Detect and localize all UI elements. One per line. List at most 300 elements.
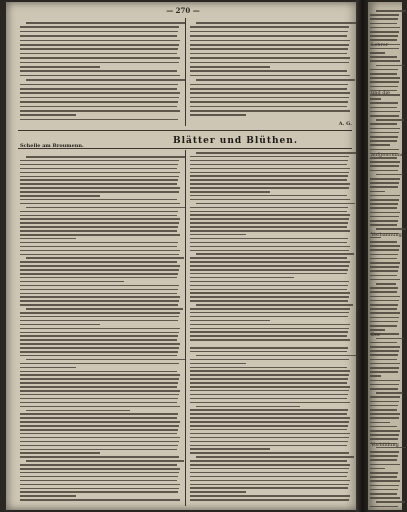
text-line: [20, 320, 178, 322]
text-line: [370, 270, 398, 272]
text-line: [370, 35, 398, 37]
text-line: [370, 359, 397, 361]
text-line: [370, 409, 397, 411]
text-line: [370, 203, 398, 205]
text-line: [190, 92, 350, 94]
text-line: [370, 300, 399, 302]
text-line: [190, 40, 350, 42]
text-line: [20, 480, 177, 482]
text-line: [370, 56, 397, 58]
text-line: [190, 320, 270, 322]
text-line: [26, 79, 185, 81]
text-line: [20, 183, 177, 185]
text-line: [20, 195, 100, 197]
text-line: [20, 300, 179, 302]
text-line: [26, 308, 183, 310]
text-line: [20, 374, 180, 376]
text-line: [370, 384, 399, 386]
page-number: — 270 —: [166, 6, 200, 15]
text-line: [190, 339, 350, 341]
text-line: [370, 212, 400, 214]
text-line: [190, 175, 348, 177]
text-line: [20, 402, 177, 404]
text-line: [20, 92, 180, 94]
left-page: [6, 2, 360, 510]
text-line: [20, 35, 177, 37]
text-line: [370, 354, 398, 356]
text-line: [370, 123, 397, 125]
text-line: [190, 195, 347, 197]
text-line: [20, 289, 178, 291]
text-line: [370, 317, 399, 319]
text-line: [370, 69, 398, 71]
text-line: [20, 445, 178, 447]
text-line: [370, 350, 399, 352]
text-line: [20, 484, 180, 486]
text-line: [190, 257, 347, 259]
text-line: [370, 81, 399, 83]
text-line: [190, 160, 348, 162]
text-line: [20, 172, 180, 174]
article-title: Schelle am Broumenn.: [20, 143, 84, 149]
text-line: [370, 480, 400, 482]
text-line: [20, 398, 178, 400]
text-line: [190, 296, 349, 298]
text-line: [20, 44, 179, 46]
text-line: [370, 170, 398, 172]
text-line: [196, 406, 300, 408]
text-line: [190, 351, 347, 353]
right-page-text: [370, 10, 402, 510]
text-line: [190, 359, 349, 361]
text-line: [190, 207, 348, 209]
text-line: [376, 228, 406, 230]
text-line: [26, 460, 184, 462]
text-line: [370, 371, 398, 373]
text-line: [190, 222, 348, 224]
text-line: [370, 451, 399, 453]
section-rule-top: [18, 130, 352, 131]
text-line: [20, 218, 180, 220]
text-line: [190, 292, 350, 294]
text-line: [20, 382, 178, 384]
text-line: [370, 476, 397, 478]
text-line: [370, 464, 400, 466]
text-line: [26, 156, 186, 158]
text-line: [370, 346, 400, 348]
text-line: [196, 203, 355, 205]
text-line: [190, 289, 347, 291]
text-line: [20, 114, 76, 116]
text-line: [20, 491, 178, 493]
text-line: [190, 491, 246, 493]
text-line: [370, 249, 399, 251]
text-line: [190, 460, 347, 462]
text-line: [20, 160, 179, 162]
text-line: [370, 497, 400, 499]
text-line: [20, 421, 180, 423]
text-line: [20, 110, 180, 112]
text-line: [20, 164, 178, 166]
text-line: [370, 434, 399, 436]
text-line: [370, 199, 399, 201]
edge-word: aufgenommen: [371, 152, 407, 158]
text-line: [190, 48, 348, 50]
text-line: [20, 40, 180, 42]
text-line: [370, 266, 399, 268]
text-line: [26, 207, 185, 209]
text-line: [20, 53, 177, 55]
edge-word: Vorbildung: [371, 442, 399, 448]
text-line: [26, 359, 186, 361]
text-line: [190, 398, 347, 400]
text-line: [20, 316, 179, 318]
text-line: [370, 262, 400, 264]
text-line: [370, 18, 398, 20]
text-line: [190, 437, 349, 439]
text-line: [26, 22, 186, 24]
text-line: [196, 79, 355, 81]
edge-word: und die: [371, 90, 390, 96]
text-line: [20, 499, 180, 501]
text-line: [20, 476, 178, 478]
text-line: [370, 455, 398, 457]
text-line: [370, 115, 399, 117]
text-line: [190, 312, 349, 314]
top-right-column-text: [190, 20, 350, 120]
text-line: [370, 329, 385, 331]
edge-word: Der: [371, 332, 381, 338]
text-line: [20, 226, 178, 228]
text-line: [190, 324, 350, 326]
text-line: [20, 285, 179, 287]
text-line: [190, 226, 347, 228]
text-line: [370, 438, 398, 440]
text-line: [20, 254, 179, 256]
bottom-right-column-text: [190, 150, 350, 504]
text-line: [20, 464, 177, 466]
text-line: [370, 275, 397, 277]
text-line: [20, 335, 178, 337]
column-divider-top: [185, 18, 186, 126]
text-line: [370, 14, 399, 16]
text-line: [370, 396, 400, 398]
text-line: [190, 394, 348, 396]
text-line: [370, 128, 400, 130]
text-line: [190, 495, 350, 497]
text-line: [20, 355, 177, 357]
text-line: [370, 136, 398, 138]
text-line: [370, 468, 385, 470]
text-line: [20, 222, 179, 224]
text-line: [190, 464, 350, 466]
text-line: [20, 472, 179, 474]
text-line: [20, 452, 100, 454]
text-line: [370, 161, 400, 163]
text-line: [190, 164, 347, 166]
text-line: [190, 367, 347, 369]
text-line: [370, 489, 398, 491]
text-line: [370, 241, 397, 243]
text-line: [370, 60, 400, 62]
text-line: [20, 119, 178, 121]
text-line: [20, 215, 177, 217]
text-line: [370, 220, 398, 222]
text-line: [370, 165, 399, 167]
edge-word: Verbannung: [371, 232, 402, 238]
text-line: [190, 246, 350, 248]
text-line: [370, 77, 400, 79]
text-line: [20, 234, 180, 236]
text-line: [20, 363, 179, 365]
text-line: [370, 287, 398, 289]
text-line: [190, 402, 350, 404]
text-line: [190, 316, 348, 318]
text-line: [20, 97, 179, 99]
text-line: [20, 351, 178, 353]
text-line: [20, 273, 178, 275]
text-line: [190, 62, 349, 64]
text-line: [190, 468, 349, 470]
text-line: [190, 382, 347, 384]
text-line: [20, 62, 179, 64]
text-line: [370, 312, 400, 314]
text-line: [370, 98, 381, 100]
right-page-edge: [368, 2, 407, 510]
text-line: [370, 182, 399, 184]
text-line: [376, 501, 405, 503]
text-line: [20, 371, 177, 373]
text-line: [20, 433, 177, 435]
text-line: [370, 342, 397, 344]
text-line: [190, 285, 348, 287]
text-line: [190, 413, 347, 415]
text-line: [20, 417, 177, 419]
bottom-left-column-text: [20, 150, 180, 504]
text-line: [190, 101, 348, 103]
text-line: [370, 195, 400, 197]
text-line: [370, 52, 385, 54]
text-line: [190, 445, 347, 447]
text-line: [370, 472, 398, 474]
text-line: [20, 339, 177, 341]
text-line: [190, 230, 350, 232]
text-line: [190, 421, 349, 423]
text-line: [20, 101, 178, 103]
text-line: [190, 328, 349, 330]
text-line: [370, 258, 397, 260]
text-line: [20, 84, 178, 86]
text-line: [190, 187, 349, 189]
text-line: [190, 35, 347, 37]
text-line: [20, 179, 178, 181]
article-signoff: A. G.: [338, 121, 352, 127]
text-line: [370, 401, 399, 403]
text-line: [190, 84, 348, 86]
text-line: [20, 367, 76, 369]
text-line: [20, 293, 177, 295]
text-line: [370, 48, 399, 50]
text-line: [190, 390, 349, 392]
text-line: [190, 476, 347, 478]
text-line: [190, 66, 270, 68]
text-line: [370, 304, 398, 306]
text-line: [20, 468, 180, 470]
text-line: [190, 281, 349, 283]
text-line: [20, 456, 179, 458]
text-line: [370, 321, 398, 323]
text-line: [20, 191, 179, 193]
text-line: [20, 495, 76, 497]
text-line: [20, 265, 180, 267]
text-line: [370, 178, 400, 180]
text-line: [190, 331, 348, 333]
text-line: [20, 242, 178, 244]
text-line: [20, 57, 180, 59]
text-line: [370, 149, 399, 151]
text-line: [370, 107, 397, 109]
text-line: [190, 452, 349, 454]
text-line: [26, 410, 130, 412]
text-line: [190, 273, 347, 275]
text-line: [190, 191, 270, 193]
text-line: [190, 88, 347, 90]
text-line: [20, 31, 178, 33]
text-line: [190, 487, 348, 489]
text-line: [190, 363, 246, 365]
text-line: [20, 211, 178, 213]
text-line: [196, 22, 356, 24]
text-line: [190, 110, 350, 112]
text-line: [190, 242, 347, 244]
text-line: [20, 203, 180, 205]
text-line: [190, 211, 347, 213]
text-line: [376, 10, 406, 12]
text-line: [20, 261, 177, 263]
text-line: [20, 343, 180, 345]
text-line: [190, 480, 350, 482]
text-line: [20, 230, 177, 232]
text-line: [370, 31, 399, 33]
text-line: [370, 191, 385, 193]
text-line: [190, 499, 349, 501]
text-line: [20, 332, 179, 334]
text-line: [20, 48, 178, 50]
text-line: [190, 441, 348, 443]
text-line: [370, 405, 398, 407]
text-line: [370, 132, 399, 134]
text-line: [20, 281, 124, 283]
text-line: [20, 26, 179, 28]
text-line: [20, 304, 178, 306]
text-line: [190, 265, 349, 267]
text-line: [20, 250, 180, 252]
text-line: [190, 183, 350, 185]
column-divider-bottom: [185, 150, 186, 506]
text-line: [20, 269, 179, 271]
text-line: [20, 168, 177, 170]
text-line: [370, 422, 390, 424]
text-line: [370, 216, 399, 218]
text-line: [196, 304, 353, 306]
text-line: [190, 370, 350, 372]
text-line: [20, 437, 180, 439]
text-line: [20, 378, 179, 380]
text-line: [20, 449, 177, 451]
text-line: [190, 57, 350, 59]
text-line: [376, 119, 404, 121]
text-line: [190, 44, 349, 46]
text-line: [196, 152, 356, 154]
text-line: [196, 456, 354, 458]
text-line: [370, 367, 399, 369]
text-line: [370, 291, 397, 293]
text-line: [376, 174, 403, 176]
text-line: [370, 73, 397, 75]
top-left-column-text: [20, 20, 180, 122]
text-line: [20, 425, 179, 427]
text-line: [190, 433, 350, 435]
text-line: [376, 65, 405, 67]
text-line: [190, 238, 348, 240]
text-line: [20, 406, 180, 408]
text-line: [190, 250, 349, 252]
text-line: [20, 328, 180, 330]
text-line: [190, 269, 348, 271]
text-line: [20, 390, 180, 392]
text-line: [370, 102, 398, 104]
text-line: [196, 253, 354, 255]
text-line: [190, 218, 349, 220]
text-line: [20, 488, 179, 490]
text-line: [190, 31, 348, 33]
text-line: [20, 296, 180, 298]
text-line: [20, 386, 177, 388]
text-line: [370, 224, 397, 226]
text-line: [190, 472, 348, 474]
text-line: [190, 70, 347, 72]
text-line: [20, 106, 177, 108]
text-line: [370, 144, 390, 146]
text-line: [370, 325, 397, 327]
text-line: [370, 506, 398, 508]
text-line: [370, 111, 400, 113]
text-line: [190, 484, 349, 486]
text-line: [370, 308, 397, 310]
text-line: [370, 254, 398, 256]
text-line: [370, 430, 400, 432]
text-line: [190, 448, 270, 450]
text-line: [370, 296, 400, 298]
text-line: [190, 417, 350, 419]
text-line: [190, 347, 348, 349]
text-line: [376, 283, 396, 285]
text-line: [190, 261, 350, 263]
text-line: [190, 300, 348, 302]
text-line: [20, 277, 177, 279]
text-line: [190, 429, 347, 431]
text-line: [370, 27, 400, 29]
text-line: [190, 409, 348, 411]
text-line: [370, 375, 381, 377]
text-line: [190, 179, 347, 181]
text-line: [190, 97, 349, 99]
text-line: [20, 238, 76, 240]
text-line: [370, 417, 399, 419]
text-line: [20, 75, 180, 77]
text-line: [370, 86, 398, 88]
text-line: [370, 363, 400, 365]
